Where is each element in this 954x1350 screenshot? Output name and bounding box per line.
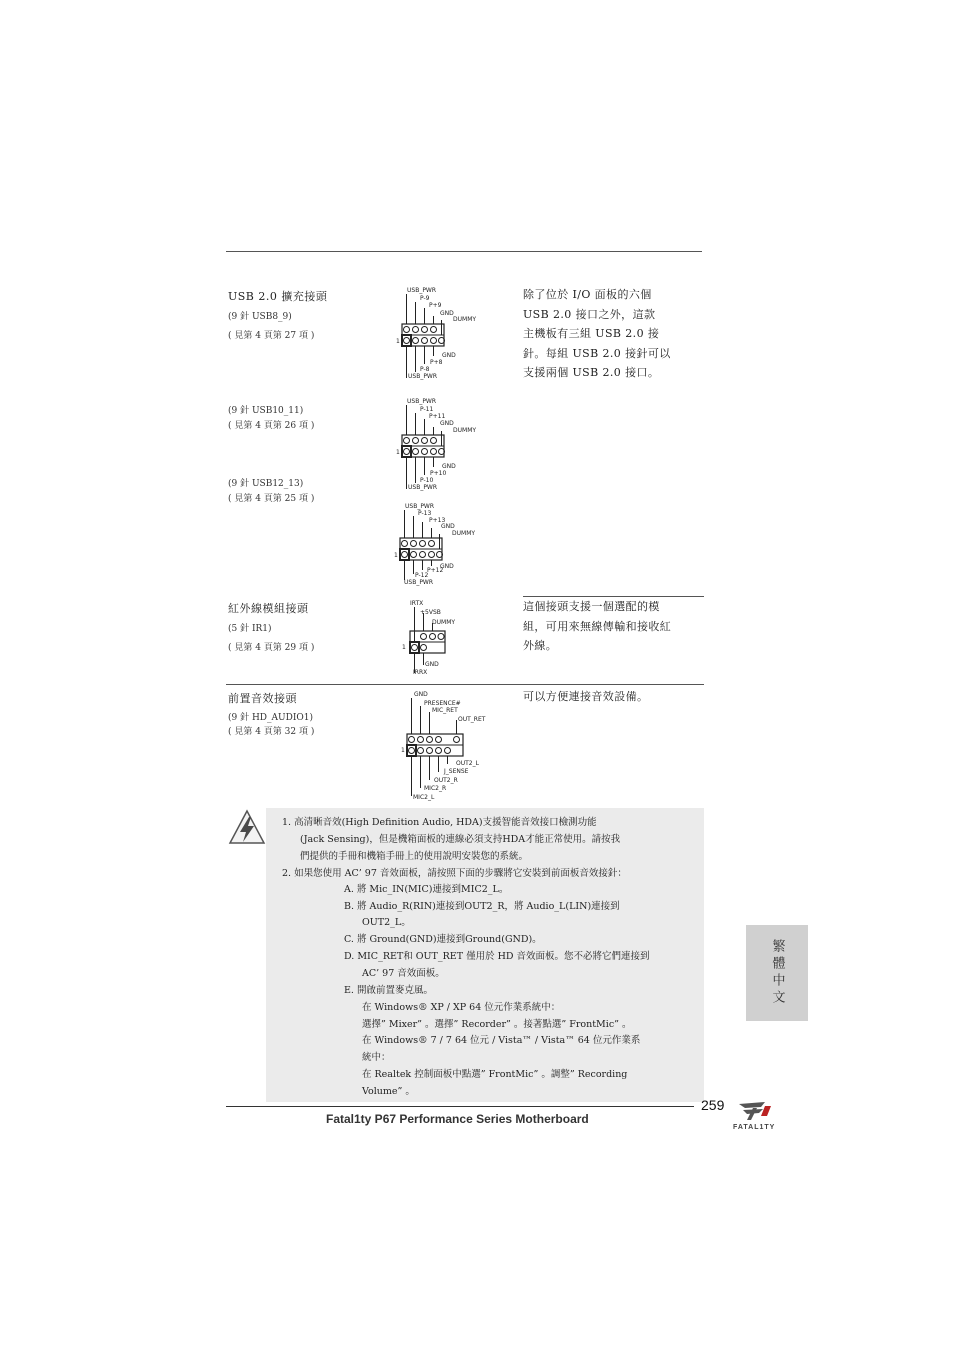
usb1213-ref: ( 見第 4 頁第 25 項 ): [228, 494, 315, 504]
section-rule: [226, 684, 704, 685]
pin-label: +5VSB: [420, 609, 441, 616]
note-line: B. 將 Audio_R(RIN)連接到OUT2_R，將 Audio_L(LIN)連接到: [344, 901, 620, 912]
usb89-pin-diagram: [396, 286, 506, 382]
usb89-ref: ( 見第 4 頁第 27 項 ): [228, 331, 315, 341]
ir-desc-line: 這個接頭支援一個選配的模: [523, 600, 660, 613]
pin-label: P-9: [420, 295, 430, 302]
pin-label: GND: [442, 463, 456, 470]
pin-label: DUMMY: [453, 427, 477, 434]
ir-title: 紅外線模組接頭: [228, 602, 309, 615]
ir-sub: (5 針 IR1): [228, 624, 272, 634]
usb-description: [523, 285, 708, 383]
pin-label: GND: [440, 563, 454, 570]
usb-desc-line: 支援兩個 USB 2.0 接口。: [523, 366, 660, 379]
usb1011-sub: (9 針 USB10_11): [228, 406, 304, 416]
note-line: 在 Windows® XP / XP 64 位元作業系統中：: [362, 1002, 561, 1013]
note-line: OUT2_L。: [362, 917, 411, 928]
pin-label: P-11: [420, 406, 434, 413]
audio-title: 前置音效接頭: [228, 692, 297, 705]
usb89-header-drawing: [396, 286, 506, 382]
note-line: 在 Windows® 7 / 7 64 位元 / Vista™ / Vista™ 64 位元作業系: [362, 1035, 641, 1046]
pin-label: IRRX: [413, 669, 428, 676]
ir-desc-line: 外線。: [523, 639, 558, 652]
usb-title: USB 2.0 擴充接頭: [228, 290, 328, 303]
pin-label: GND: [442, 352, 456, 359]
note-line: 統中：: [362, 1052, 391, 1063]
fatal1ty-logo-mark: [735, 1100, 783, 1122]
pin-label: 1: [402, 644, 406, 651]
usb1011-header-drawing: [396, 397, 506, 493]
usb-desc-line: 主機板有三組 USB 2.0 接: [523, 327, 660, 340]
pin-label: OUT2_L: [456, 760, 479, 767]
pin-label: USB_PWR: [407, 287, 437, 294]
note-line: 2. 如果您使用 AC’ 97 音效面板，請按照下面的步驟將它安裝到前面板音效接針：: [282, 868, 627, 879]
audio-desc-line: 可以方便連接音效設備。: [523, 690, 649, 703]
audio-ref: ( 見第 4 頁第 32 項 ): [228, 727, 315, 737]
ir-description: [523, 597, 708, 656]
warning-icon: [227, 808, 267, 848]
note-line: Volume” 。: [362, 1086, 415, 1097]
pin-label: USB_PWR: [407, 398, 437, 405]
pin-label: PRESENCE#: [424, 700, 461, 707]
pin-label: 1: [396, 449, 400, 456]
ir-ref: ( 見第 4 頁第 29 項 ): [228, 643, 315, 653]
language-tab-label: 繁體中文: [769, 939, 785, 1007]
pin-label: P-13: [418, 510, 432, 517]
pin-label: P-12: [415, 572, 429, 579]
fatal1ty-logo: [735, 1100, 783, 1136]
page-number: 259: [701, 1097, 725, 1113]
fatal1ty-logo-text: FATAL1TY: [733, 1124, 776, 1131]
pin-label: USB_PWR: [408, 484, 438, 491]
note-box: [266, 808, 704, 1102]
audio-pin-diagram: [400, 690, 500, 805]
note-line: D. MIC_RET和 OUT_RET 僅用於 HD 音效面板。您不必將它們連接到: [344, 951, 650, 962]
audio-description: [523, 687, 708, 707]
note-line: 1. 高清晰音效(High Definition Audio, HDA)支援智能音效接口檢測功能: [282, 817, 597, 828]
pin-label: GND: [440, 310, 454, 317]
ir-pin-diagram: [400, 599, 480, 679]
usb-desc-line: USB 2.0 接口之外，這款: [523, 307, 656, 321]
note-line: 在 Realtek 控制面板中點選” FrontMic” 。調整” Recording: [362, 1069, 628, 1080]
audio-sub: (9 針 HD_AUDIO1): [228, 713, 313, 723]
note-line: A. 將 Mic_IN(MIC)連接到MIC2_L。: [344, 884, 509, 895]
pin-label: P+11: [429, 413, 446, 420]
pin-label: GND: [425, 661, 439, 668]
pin-label: P+9: [429, 302, 442, 309]
note-line: 們提供的手冊和機箱手冊上的使用說明安裝您的系統。: [300, 851, 529, 862]
pin-label: USB_PWR: [405, 503, 435, 510]
language-tab: [746, 925, 808, 1021]
pin-label: DUMMY: [452, 530, 476, 537]
pin-label: P+13: [429, 517, 446, 524]
pin-label: 1: [396, 338, 400, 345]
pin-label: MIC_RET: [432, 707, 458, 714]
pin-label: OUT_RET: [458, 716, 486, 723]
usb1011-pin-diagram: [396, 397, 506, 493]
pin-label: MIC2_L: [413, 794, 435, 801]
pin-label: GND: [441, 523, 455, 530]
pin-label: P-10: [420, 477, 434, 484]
pin-label: P-8: [420, 366, 430, 373]
note-line: AC’ 97 音效面板。: [362, 968, 445, 979]
usb1011-ref: ( 見第 4 頁第 26 項 ): [228, 421, 315, 431]
note-line: (Jack Sensing)，但是機箱面板的連線必須支持HDA才能正常使用。請按我: [300, 834, 621, 845]
pin-label: DUMMY: [432, 619, 456, 626]
pin-label: GND: [440, 420, 454, 427]
pin-label: DUMMY: [453, 316, 477, 323]
footer-rule: [226, 1106, 694, 1107]
usb1213-pin-diagram: [394, 502, 504, 598]
pin-label: J_SENSE: [444, 768, 469, 775]
pin-label: P+12: [427, 567, 444, 574]
pin-label: P+8: [430, 359, 443, 366]
pin-label: IRTX: [410, 600, 424, 607]
usb1213-sub: (9 針 USB12_13): [228, 479, 304, 489]
pin-label: 1: [394, 552, 398, 559]
note-line: C. 將 Ground(GND)連接到Ground(GND)。: [344, 934, 542, 945]
footer-title: Fatal1ty P67 Performance Series Motherboard: [326, 1112, 589, 1126]
pin-label: USB_PWR: [404, 579, 434, 586]
top-rule: [226, 251, 702, 252]
note-line: 選擇” Mixer” 。選擇” Recorder” 。接著點選” FrontMic” 。: [362, 1019, 632, 1030]
pin-label: 1: [401, 747, 405, 754]
pin-label: USB_PWR: [408, 373, 438, 380]
note-line: E. 開啟前置麥克風。: [344, 985, 433, 996]
usb-desc-line: 針。每組 USB 2.0 接針可以: [523, 346, 671, 360]
usb89-sub: (9 針 USB8_9): [228, 312, 292, 322]
usb-desc-line: 除了位於 I/O 面板的六個: [523, 288, 652, 301]
pin-label: MIC2_R: [424, 785, 447, 792]
ir-desc-line: 組，可用來無線傳輸和接收紅: [523, 619, 672, 633]
pin-label: GND: [414, 691, 428, 698]
pin-label: P+10: [430, 470, 447, 477]
pin-label: OUT2_R: [434, 777, 458, 784]
